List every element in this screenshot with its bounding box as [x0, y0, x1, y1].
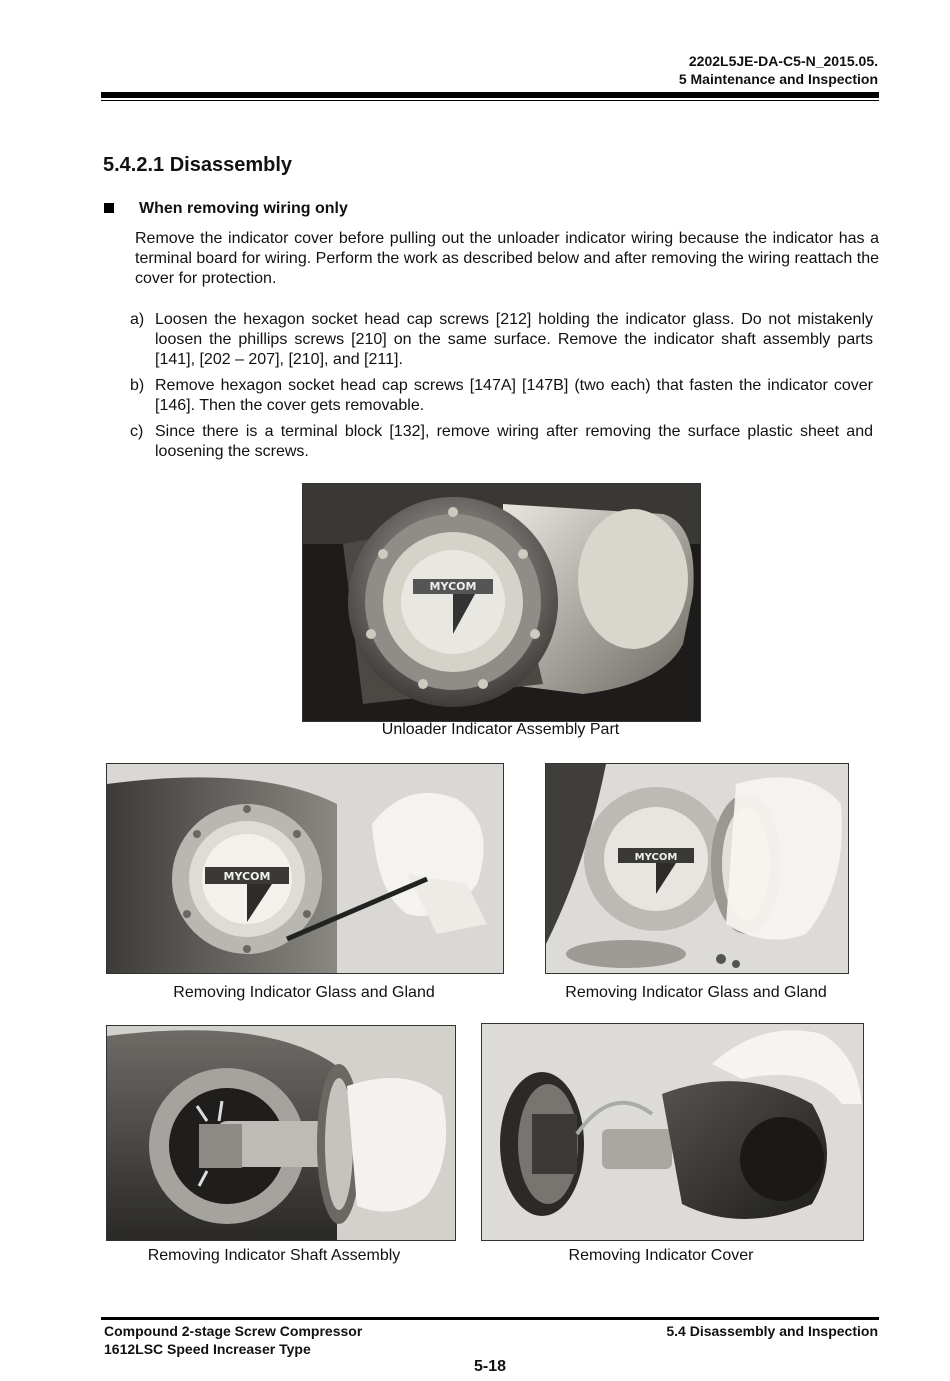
caption-shaft-assembly: Removing Indicator Shaft Assembly: [147, 1247, 401, 1264]
photo-unloader-indicator: [302, 483, 701, 722]
footer-product-line2: 1612LSC Speed Increaser Type: [104, 1341, 311, 1357]
caption-indicator-cover: Removing Indicator Cover: [568, 1247, 754, 1264]
step-label-b: b): [130, 377, 145, 394]
document-id: 2202L5JE-DA-C5-N_2015.05.: [688, 53, 878, 69]
subheading: When removing wiring only: [139, 200, 348, 217]
section-title: 5.4.2.1 Disassembly: [103, 154, 293, 176]
photo-glass-right: [545, 763, 849, 974]
footer-rule: [101, 1317, 879, 1320]
photo-glass-left: [106, 763, 504, 974]
main-photo-logo: MYCOM: [429, 580, 477, 593]
photo-indicator-cover: [481, 1023, 864, 1241]
photo-shaft-assembly: [106, 1025, 456, 1241]
page-number: 5-18: [473, 1358, 507, 1375]
caption-main: Unloader Indicator Assembly Part: [381, 721, 620, 738]
header-rule: [101, 92, 879, 98]
footer-product-line1: Compound 2-stage Screw Compressor: [104, 1323, 363, 1339]
glass-right-logo: MYCOM: [634, 852, 678, 863]
step-text-b: Remove hexagon socket head cap screws [147A] [147B] (two each) that fasten the indicator cover [146]. Then the cover gets removable.: [155, 377, 873, 414]
glass-left-logo: MYCOM: [223, 870, 271, 883]
chapter-title: 5 Maintenance and Inspection: [678, 71, 878, 87]
step-label-c: c): [130, 423, 144, 440]
intro-paragraph: Remove the indicator cover before pulling out the unloader indicator wiring because the indicator has a terminal board for wiring. Perform the work as described below and after removing the wiring reattach the cover for protection.: [135, 230, 879, 287]
caption-glass-left: Removing Indicator Glass and Gland: [173, 984, 435, 1001]
footer-section: 5.4 Disassembly and Inspection: [666, 1323, 878, 1339]
step-label-a: a): [130, 311, 145, 328]
header-rule-thin: [101, 100, 879, 101]
step-text-a: Loosen the hexagon socket head cap screws [212] holding the indicator glass. Do not mistakenly loosen the phillips screws [210] on the same surface. Remove the indicator shaft assembly parts [141], [202 – 207], [210], and [211].: [155, 311, 873, 368]
caption-glass-right: Removing Indicator Glass and Gland: [565, 984, 827, 1001]
step-text-c: Since there is a terminal block [132], remove wiring after removing the surface plastic sheet and loosening the screws.: [155, 423, 873, 460]
square-bullet-icon: [104, 203, 114, 213]
